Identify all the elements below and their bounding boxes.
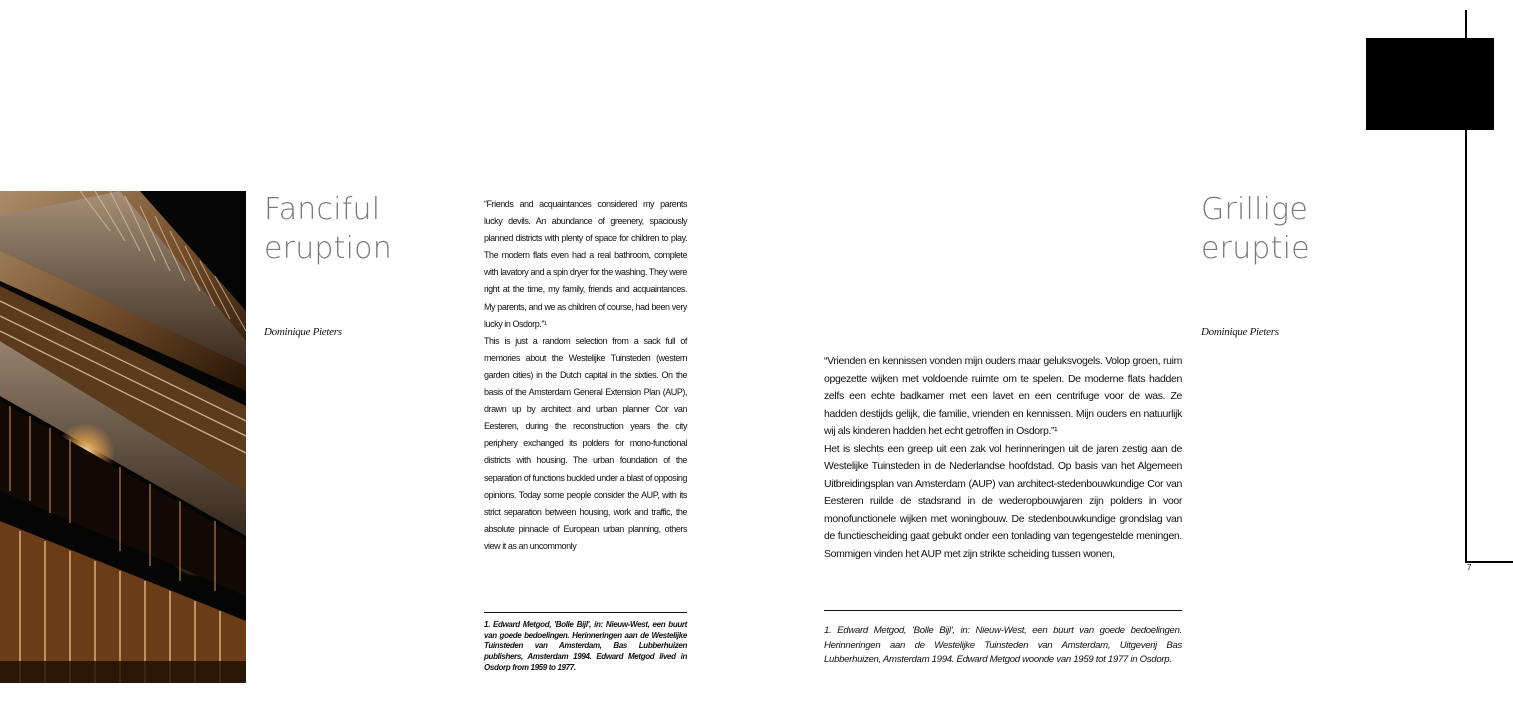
- dutch-body: Het is slechts een greep uit een zak vol herinneringen uit de jaren zestig aan de Westelijke Tuinsteden in de Nederlandse hoofdstad. Op basis van het Algemeen Uitbreidingsplan van Amsterdam (AUP) van architect-stedenbouwkundige Cor van Eesteren ruilde de stadsrand in de wederopbouwjaren zijn polders in voor monofunctionele wijken met woningbouw. De stedenbouwkundige grondslag van de functiescheiding gaat gebukt onder een tonlading van tegengestelde meningen. Sommigen vinden het AUP met zijn strikte scheiding tussen wonen,: [824, 442, 1182, 560]
- english-body: This is just a random selection from a sack full of memories about the Westelijke Tuinsteden (western garden cities) in the Dutch capital in the sixties. On the basis of the Amsterdam General Extension Plan (AUP), drawn up by architect and urban planner Cor van Eesteren, during the reconstruction years the city periphery exchanged its polders for mono-functional districts with housing. The urban foundation of the separation of functions buckled under a blast of opposing opinions. Today some people consider the AUP, with its strict separation between housing, work and traffic, the absolute pinnacle of European urban planning, others view it as an uncommonly: [484, 335, 687, 551]
- building-photo: [0, 191, 246, 683]
- dutch-quote: “Vrienden en kennissen vonden mijn ouders maar geluksvogels. Volop groen, ruim opgezette wijken met voldoende ruimte om te spelen. De moderne flats hadden zelfs een echte badkamer met een lavet en een centrifuge voor de was. Ze hadden destijds gelijk, die familie, vrienden en kennissen. Mijn ouders en natuurlijk wij als kinderen hadden het echt getroffen in Osdorp.”¹: [824, 355, 1182, 437]
- dutch-text-column: [824, 353, 1182, 563]
- english-title-line1: Fanciful: [264, 192, 381, 227]
- horizontal-rule: [1465, 561, 1513, 563]
- english-title-line2: eruption: [264, 231, 392, 266]
- english-quote: “Friends and acquaintances considered my parents lucky devils. An abundance of greenery, spaciously planned districts with plenty of space for children to play. The modern flats even had a real bathroom, complete with lavatory and a spin dryer for the washing. They were right at the time, my family, friends and acquaintances. My parents, and we as children of course, had been very lucky in Osdorp.”¹: [484, 199, 687, 329]
- english-footnote-rule: [484, 612, 687, 613]
- dutch-title-line2: eruptie: [1201, 231, 1310, 266]
- dutch-title-line1: Grillige: [1201, 192, 1308, 227]
- dutch-footnote-rule: [824, 610, 1182, 611]
- black-block-graphic: [1366, 38, 1494, 130]
- dutch-footnote: 1. Edward Metgod, 'Bolle Bijl', in: Nieuw-West, een buurt van goede bedoelingen. Herinneringen aan de Westelijke Tuinsteden van Amsterdam, Uitgeverij Bas Lubberhuizen, Amsterdam 1994. Edward Metgod woonde van 1959 tot 1977 in Osdorp.: [824, 625, 1182, 665]
- english-text-column: [484, 196, 687, 555]
- balcony-night-image: [0, 191, 246, 683]
- vertical-rule: [1465, 10, 1467, 563]
- dutch-author: Dominique Pieters: [1201, 326, 1279, 338]
- english-author: Dominique Pieters: [264, 326, 342, 338]
- english-title: [264, 190, 392, 268]
- dutch-title: [1201, 190, 1310, 268]
- page-number: 7: [1467, 563, 1472, 572]
- english-footnote: 1. Edward Metgod, 'Bolle Bijl', in: Nieuw-West, een buurt van goede bedoelingen. Herinneringen aan de Westelijke Tuinsteden van Amsterdam, Bas Lubberhuizen publishers, Amsterdam 1994. Edward Metgod lived in Osdorp from 1959 to 1977.: [484, 620, 687, 672]
